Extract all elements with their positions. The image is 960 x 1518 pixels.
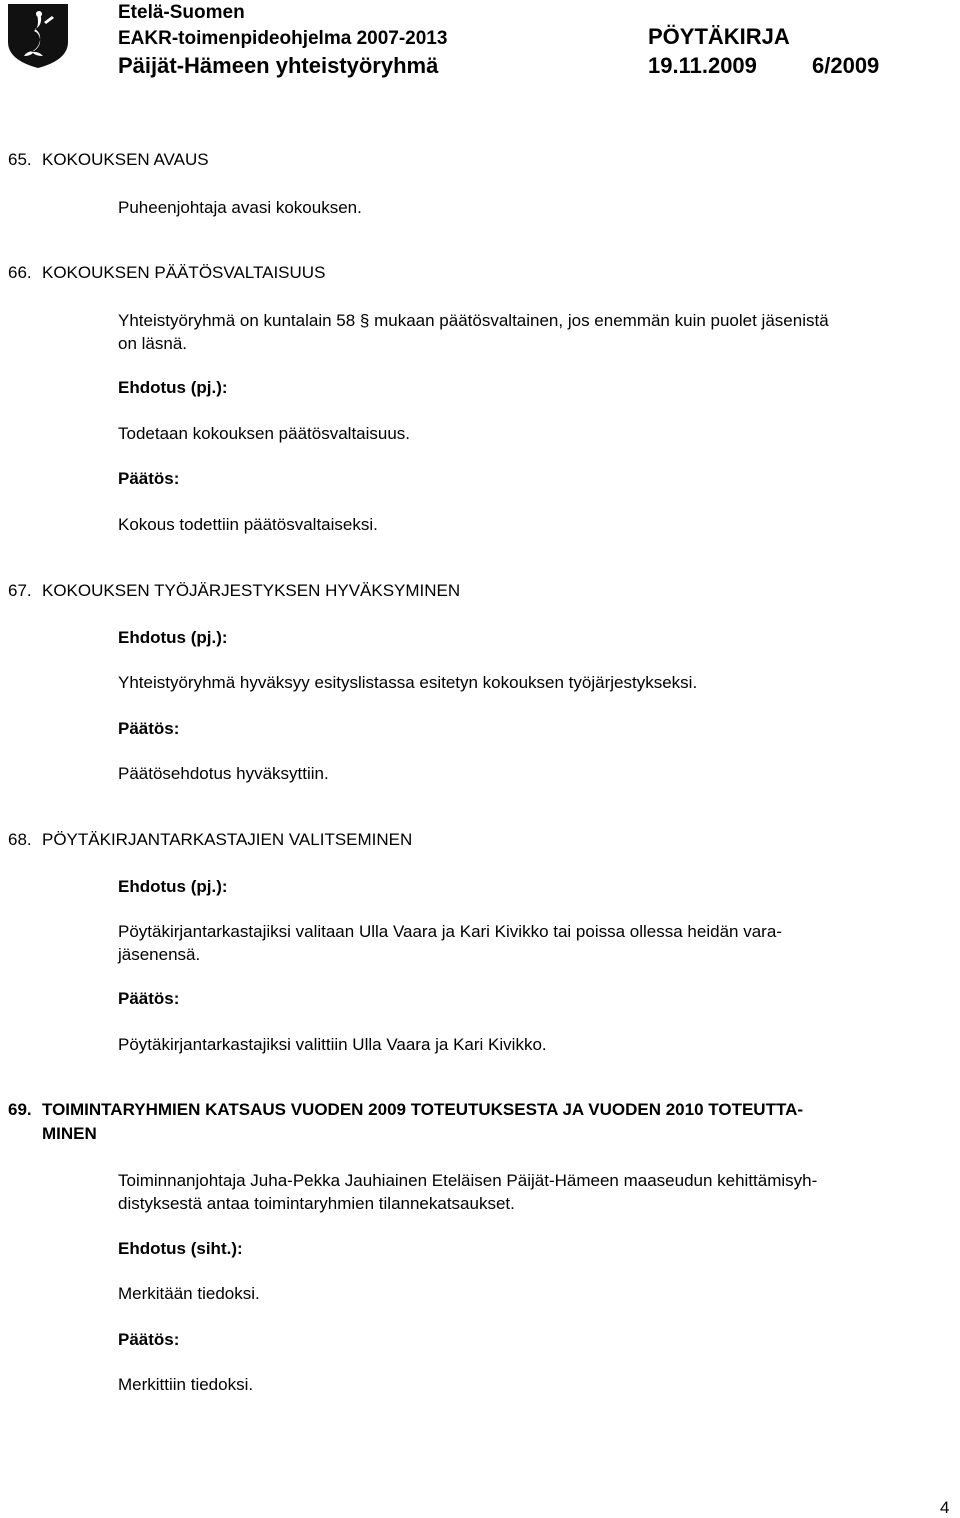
- section-67-proposal-label: Ehdotus (pj.):: [118, 628, 228, 647]
- mermaid-coat-of-arms-icon: [6, 2, 70, 70]
- text-line: Toiminnanjohtaja Juha-Pekka Jauhiainen Eteläisen Päijät-Hämeen maaseudun kehittämisyh-: [118, 1171, 818, 1190]
- org-name-line2: EAKR-toimenpideohjelma 2007-2013: [118, 28, 448, 49]
- section-heading: PÖYTÄKIRJANTARKASTAJIEN VALITSEMINEN: [42, 830, 413, 849]
- section-number: 66.: [8, 263, 32, 282]
- section-69-title: [8, 1099, 803, 1121]
- section-67-decision: Päätösehdotus hyväksyttiin.: [118, 764, 329, 783]
- section-67-proposal: Yhteistyöryhmä hyväksyy esityslistassa esitetyn kokouksen työjärjestykseksi.: [118, 673, 698, 692]
- section-66-proposal: Todetaan kokouksen päätösvaltaisuus.: [118, 424, 411, 443]
- page-number: 4: [940, 1498, 950, 1517]
- section-67-decision-label: Päätös:: [118, 719, 180, 738]
- section-69-title-cont: MINEN: [42, 1124, 97, 1143]
- text-line: distyksestä antaa toimintaryhmien tilannekatsaukset.: [118, 1194, 515, 1213]
- section-heading: KOKOUKSEN PÄÄTÖSVALTAISUUS: [42, 263, 326, 282]
- text-line: on läsnä.: [118, 334, 187, 353]
- text-line: jäsenensä.: [118, 945, 201, 964]
- section-66-text: [118, 309, 918, 355]
- section-69-text: [118, 1169, 918, 1215]
- section-number: 65.: [8, 150, 32, 169]
- section-68-decision: Pöytäkirjantarkastajiksi valittiin Ulla Vaara ja Kari Kivikko.: [118, 1035, 547, 1054]
- section-heading: TOIMINTARYHMIEN KATSAUS VUODEN 2009 TOTEUTUKSESTA JA VUODEN 2010 TOTEUTTA-: [42, 1100, 804, 1119]
- section-68-proposal-label: Ehdotus (pj.):: [118, 877, 228, 896]
- section-65-title: [8, 149, 209, 171]
- section-67-title: [8, 580, 460, 602]
- document-type: PÖYTÄKIRJA: [648, 24, 790, 49]
- section-69-decision-label: Päätös:: [118, 1330, 180, 1349]
- section-heading: KOKOUKSEN TYÖJÄRJESTYKSEN HYVÄKSYMINEN: [42, 581, 461, 600]
- section-68-title: [8, 829, 412, 851]
- section-number: 67.: [8, 581, 32, 600]
- org-name-line3: Päijät-Hämeen yhteistyöryhmä: [118, 53, 439, 78]
- section-number: 69.: [8, 1100, 32, 1119]
- meeting-date: 19.11.2009: [648, 53, 757, 78]
- section-69-decision: Merkittiin tiedoksi.: [118, 1375, 254, 1394]
- section-heading: KOKOUKSEN AVAUS: [42, 150, 209, 169]
- org-name-line1: Etelä-Suomen: [118, 2, 245, 23]
- section-66-proposal-label: Ehdotus (pj.):: [118, 378, 228, 397]
- document-number: 6/2009: [812, 53, 880, 78]
- section-68-proposal: [118, 920, 918, 966]
- section-69-proposal-label: Ehdotus (siht.):: [118, 1239, 243, 1258]
- section-65-text: Puheenjohtaja avasi kokouksen.: [118, 198, 362, 217]
- section-66-decision: Kokous todettiin päätösvaltaiseksi.: [118, 515, 378, 534]
- section-number: 68.: [8, 830, 32, 849]
- text-line: Yhteistyöryhmä on kuntalain 58 § mukaan päätösvaltainen, jos enemmän kuin puolet jäsenistä: [118, 311, 829, 330]
- section-69-proposal: Merkitään tiedoksi.: [118, 1284, 260, 1303]
- section-68-decision-label: Päätös:: [118, 989, 180, 1008]
- section-66-title: [8, 262, 325, 284]
- section-66-decision-label: Päätös:: [118, 469, 180, 488]
- text-line: Pöytäkirjantarkastajiksi valitaan Ulla Vaara ja Kari Kivikko tai poissa ollessa heidän vara-: [118, 922, 782, 941]
